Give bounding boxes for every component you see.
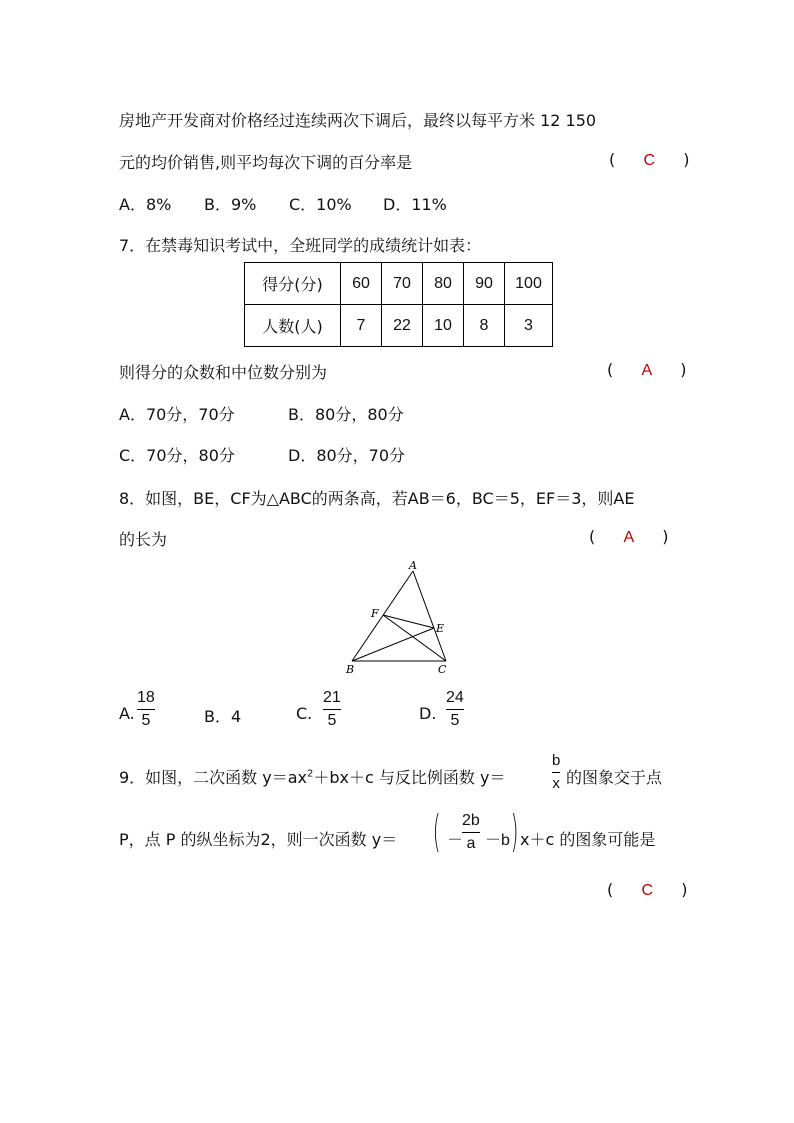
answer-close-paren: ) — [662, 527, 669, 546]
table-cell: 70 — [382, 263, 423, 305]
label-e: E — [436, 622, 445, 635]
q6-line-1: 房地产开发商对价格经过连续两次下调后，最终以每平方米 12 150 — [119, 111, 597, 130]
answer-close-paren: ) — [683, 150, 690, 169]
fraction-bar — [137, 709, 155, 710]
table-cell: 得分(分) — [245, 263, 341, 305]
side-ab — [352, 571, 413, 661]
q8-answer — [589, 527, 669, 547]
q7-answer — [607, 360, 687, 380]
table-cell: 100 — [505, 263, 553, 305]
label-c: C — [438, 663, 447, 676]
q6-option-c: C．10% — [289, 195, 352, 214]
minus-b: －b — [485, 832, 510, 849]
q9-fraction-b-over-x — [552, 752, 560, 793]
fraction-bar — [446, 709, 464, 710]
fraction-numerator: 21 — [323, 689, 341, 706]
q9-line-2-end: x＋c 的图象可能是 — [520, 830, 656, 849]
altitude-be — [352, 628, 434, 661]
answer-value: A — [641, 362, 653, 379]
answer-close-paren: ) — [680, 360, 687, 379]
q8-line-2: 的长为 — [119, 530, 168, 549]
q7-line-2: 则得分的众数和中位数分别为 — [119, 363, 328, 382]
label-f: F — [371, 607, 379, 620]
fraction-bar — [462, 832, 480, 833]
table-row — [245, 263, 553, 305]
q7-option-c: C．70分，80分 — [119, 446, 235, 465]
q9-line-1-end: 的图象交于点 — [566, 768, 663, 787]
q8-option-a-fraction — [137, 689, 155, 730]
fraction-denominator: 5 — [141, 712, 151, 729]
q8-option-a-prefix: A. — [119, 704, 135, 723]
q6-answer — [609, 150, 689, 170]
answer-close-paren: ) — [681, 880, 688, 899]
score-table — [244, 262, 553, 347]
table-cell: 10 — [423, 305, 464, 347]
fraction-numerator: 24 — [446, 689, 464, 706]
exponent: 2 — [307, 768, 314, 780]
table-cell: 22 — [382, 305, 423, 347]
q6-line-2: 元的均价销售,则平均每次下调的百分率是 — [119, 153, 413, 172]
fraction-numerator: b — [552, 752, 561, 769]
fraction-denominator: a — [466, 835, 476, 852]
q7-option-d: D．80分，70分 — [288, 446, 406, 465]
fraction-bar — [323, 709, 341, 710]
q6-option-b: B．9% — [204, 195, 257, 214]
answer-value: C — [641, 882, 653, 899]
answer-open-paren: ( — [607, 880, 614, 899]
table-cell: 8 — [464, 305, 505, 347]
q8-option-d-fraction — [446, 689, 464, 730]
table-cell: 60 — [341, 263, 382, 305]
q9-answer — [607, 880, 687, 900]
table-cell: 80 — [423, 263, 464, 305]
fraction-bar — [552, 772, 560, 773]
fraction-numerator: 2b — [462, 812, 480, 829]
answer-open-paren: ( — [589, 527, 596, 546]
segment-ef — [383, 615, 434, 628]
q8-option-b: B．4 — [204, 707, 242, 726]
minus-sign: － — [447, 832, 464, 849]
q7-option-a: A．70分，70分 — [119, 405, 235, 424]
fraction-denominator: 5 — [450, 712, 460, 729]
answer-value: A — [623, 529, 635, 546]
table-row — [245, 305, 553, 347]
q6-option-d: D．11% — [383, 195, 447, 214]
triangle-figure — [340, 558, 460, 678]
fraction-denominator: 5 — [327, 712, 337, 729]
label-a: A — [409, 559, 417, 572]
q8-line-1: 8．如图，BE，CF为△ABC的两条高，若AB＝6，BC＝5，EF＝3，则AE — [119, 489, 635, 508]
q6-option-a: A．8% — [119, 195, 172, 214]
table-cell: 3 — [505, 305, 553, 347]
side-ac — [413, 571, 446, 661]
answer-value: C — [643, 152, 655, 169]
q7-option-b: B．80分，80分 — [288, 405, 404, 424]
open-paren: ( — [432, 806, 441, 857]
q8-option-c-prefix: C. — [296, 704, 313, 723]
fraction-denominator: x — [552, 775, 560, 792]
q9-line-2-start: P，点 P 的纵坐标为2，则一次函数 y＝ — [119, 830, 398, 849]
q9-fraction-2b-over-a — [462, 812, 480, 853]
q8-option-c-fraction — [323, 689, 341, 730]
q9-line-1-text-b: ＋bx＋c 与反比例函数 y＝ — [313, 768, 506, 787]
fraction-numerator: 18 — [137, 689, 155, 706]
table-cell: 90 — [464, 263, 505, 305]
answer-open-paren: ( — [609, 150, 616, 169]
q9-line-1-text-a: 9．如图，二次函数 y＝ax — [119, 768, 308, 787]
close-paren: ) — [510, 806, 519, 857]
answer-open-paren: ( — [607, 360, 614, 379]
q7-stem: 7．在禁毒知识考试中，全班同学的成绩统计如表： — [119, 236, 482, 255]
q8-option-d-prefix: D. — [419, 704, 437, 723]
label-b: B — [346, 663, 355, 676]
q9-line-1 — [119, 765, 505, 788]
table-cell: 人数(人) — [245, 305, 341, 347]
table-cell: 7 — [341, 305, 382, 347]
